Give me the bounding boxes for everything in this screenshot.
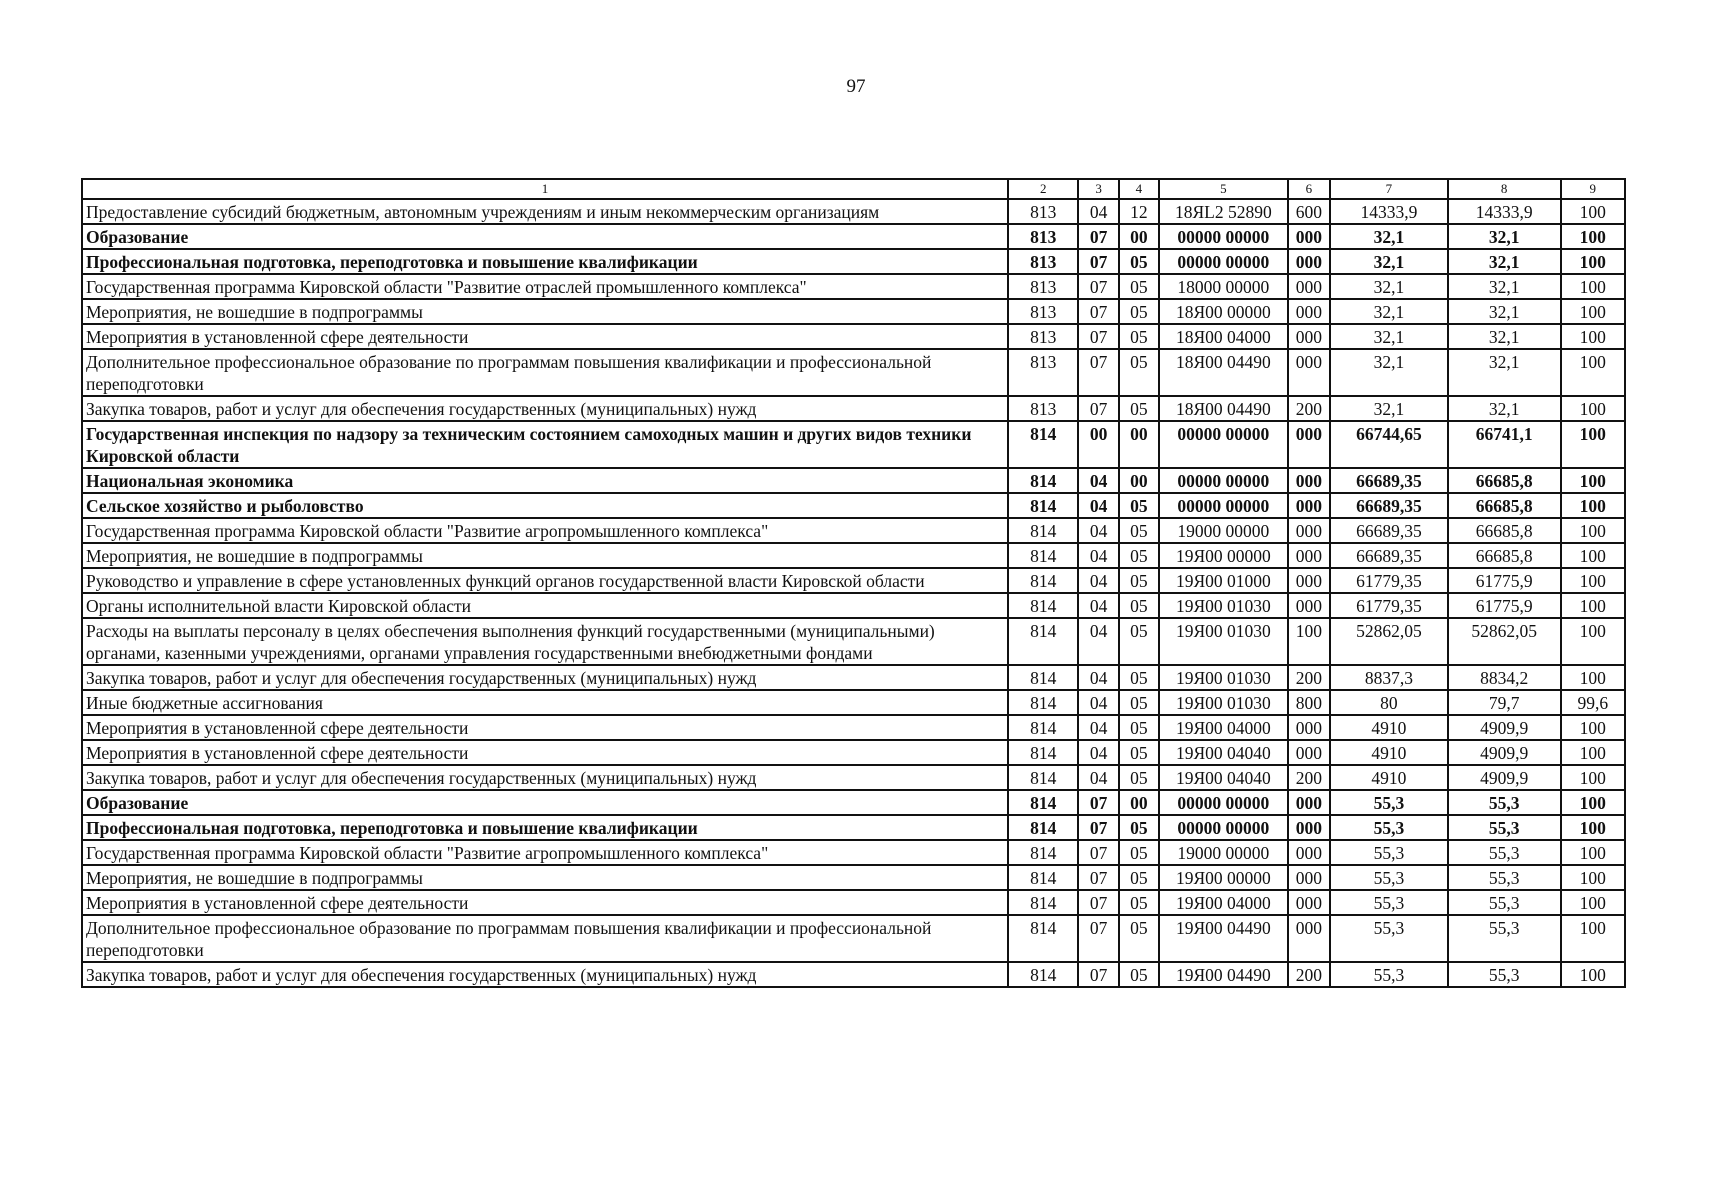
ministry-code-cell: 814: [1008, 890, 1078, 915]
expense-type-cell: 600: [1288, 199, 1330, 224]
ministry-code-cell: 814: [1008, 468, 1078, 493]
executed-amount-cell: 32,1: [1448, 249, 1561, 274]
target-article-cell: 18Я00 04000: [1159, 324, 1288, 349]
target-article-cell: 19Я00 04000: [1159, 890, 1288, 915]
target-article-cell: 00000 00000: [1159, 790, 1288, 815]
table-row: [82, 493, 1625, 518]
subsection-cell: 00: [1119, 468, 1159, 493]
name-cell: Закупка товаров, работ и услуг для обеспечения государственных (муниципальных) нужд: [82, 665, 1008, 690]
percent-cell: 100: [1561, 815, 1625, 840]
subsection-cell: 05: [1119, 274, 1159, 299]
name-cell: Мероприятия, не вошедшие в подпрограммы: [82, 865, 1008, 890]
table-row: [82, 249, 1625, 274]
percent-cell: 100: [1561, 199, 1625, 224]
table-row: [82, 421, 1625, 468]
name-cell: Дополнительное профессиональное образование по программам повышения квалификации и профессиональной переподготовки: [82, 915, 1008, 962]
table-row: [82, 890, 1625, 915]
name-cell: Мероприятия в установленной сфере деятельности: [82, 740, 1008, 765]
planned-amount-cell: 61779,35: [1330, 593, 1448, 618]
target-article-cell: 19Я00 01030: [1159, 618, 1288, 665]
planned-amount-cell: 14333,9: [1330, 199, 1448, 224]
section-cell: 04: [1078, 690, 1118, 715]
percent-cell: 100: [1561, 593, 1625, 618]
column-number-2: 2: [1008, 179, 1078, 199]
table-row: [82, 396, 1625, 421]
expense-type-cell: 000: [1288, 715, 1330, 740]
section-cell: 07: [1078, 962, 1118, 987]
target-article-cell: 19Я00 01030: [1159, 665, 1288, 690]
percent-cell: 100: [1561, 324, 1625, 349]
percent-cell: 100: [1561, 665, 1625, 690]
planned-amount-cell: 55,3: [1330, 840, 1448, 865]
target-article-cell: 19Я00 04490: [1159, 915, 1288, 962]
percent-cell: 100: [1561, 349, 1625, 396]
planned-amount-cell: 32,1: [1330, 249, 1448, 274]
planned-amount-cell: 80: [1330, 690, 1448, 715]
expense-type-cell: 000: [1288, 840, 1330, 865]
target-article-cell: 00000 00000: [1159, 815, 1288, 840]
subsection-cell: 05: [1119, 299, 1159, 324]
target-article-cell: 18000 00000: [1159, 274, 1288, 299]
table-row: [82, 199, 1625, 224]
name-cell: Мероприятия, не вошедшие в подпрограммы: [82, 299, 1008, 324]
section-cell: 04: [1078, 568, 1118, 593]
subsection-cell: 05: [1119, 915, 1159, 962]
expense-type-cell: 000: [1288, 543, 1330, 568]
expense-type-cell: 200: [1288, 396, 1330, 421]
ministry-code-cell: 814: [1008, 915, 1078, 962]
expense-type-cell: 100: [1288, 618, 1330, 665]
target-article-cell: 19000 00000: [1159, 840, 1288, 865]
column-number-8: 8: [1448, 179, 1561, 199]
section-cell: 04: [1078, 493, 1118, 518]
name-cell: Национальная экономика: [82, 468, 1008, 493]
executed-amount-cell: 32,1: [1448, 324, 1561, 349]
subsection-cell: 05: [1119, 396, 1159, 421]
section-cell: 07: [1078, 840, 1118, 865]
percent-cell: 100: [1561, 618, 1625, 665]
section-cell: 07: [1078, 224, 1118, 249]
target-article-cell: 19Я00 01030: [1159, 593, 1288, 618]
executed-amount-cell: 4909,9: [1448, 765, 1561, 790]
executed-amount-cell: 55,3: [1448, 840, 1561, 865]
planned-amount-cell: 66689,35: [1330, 518, 1448, 543]
percent-cell: 100: [1561, 865, 1625, 890]
ministry-code-cell: 813: [1008, 324, 1078, 349]
subsection-cell: 12: [1119, 199, 1159, 224]
column-number-1: 1: [82, 179, 1008, 199]
planned-amount-cell: 55,3: [1330, 815, 1448, 840]
planned-amount-cell: 55,3: [1330, 890, 1448, 915]
executed-amount-cell: 55,3: [1448, 790, 1561, 815]
ministry-code-cell: 813: [1008, 224, 1078, 249]
expense-type-cell: 000: [1288, 593, 1330, 618]
ministry-code-cell: 813: [1008, 349, 1078, 396]
executed-amount-cell: 32,1: [1448, 349, 1561, 396]
planned-amount-cell: 66689,35: [1330, 543, 1448, 568]
section-cell: 04: [1078, 593, 1118, 618]
ministry-code-cell: 814: [1008, 543, 1078, 568]
expense-type-cell: 000: [1288, 421, 1330, 468]
percent-cell: 100: [1561, 518, 1625, 543]
target-article-cell: 19Я00 04000: [1159, 715, 1288, 740]
table-row: [82, 865, 1625, 890]
executed-amount-cell: 32,1: [1448, 396, 1561, 421]
planned-amount-cell: 4910: [1330, 740, 1448, 765]
planned-amount-cell: 61779,35: [1330, 568, 1448, 593]
section-cell: 07: [1078, 890, 1118, 915]
target-article-cell: 18Я00 04490: [1159, 396, 1288, 421]
expense-type-cell: 000: [1288, 815, 1330, 840]
subsection-cell: 05: [1119, 962, 1159, 987]
executed-amount-cell: 4909,9: [1448, 740, 1561, 765]
subsection-cell: 05: [1119, 543, 1159, 568]
section-cell: 00: [1078, 421, 1118, 468]
table-row: [82, 840, 1625, 865]
planned-amount-cell: 4910: [1330, 765, 1448, 790]
executed-amount-cell: 14333,9: [1448, 199, 1561, 224]
section-cell: 07: [1078, 299, 1118, 324]
section-cell: 04: [1078, 618, 1118, 665]
ministry-code-cell: 814: [1008, 665, 1078, 690]
subsection-cell: 00: [1119, 790, 1159, 815]
planned-amount-cell: 32,1: [1330, 274, 1448, 299]
target-article-cell: 19Я00 01000: [1159, 568, 1288, 593]
percent-cell: 100: [1561, 299, 1625, 324]
subsection-cell: 00: [1119, 224, 1159, 249]
planned-amount-cell: 55,3: [1330, 915, 1448, 962]
percent-cell: 100: [1561, 568, 1625, 593]
percent-cell: 100: [1561, 790, 1625, 815]
table-row: [82, 665, 1625, 690]
percent-cell: 100: [1561, 543, 1625, 568]
ministry-code-cell: 813: [1008, 199, 1078, 224]
executed-amount-cell: 66741,1: [1448, 421, 1561, 468]
subsection-cell: 05: [1119, 518, 1159, 543]
ministry-code-cell: 814: [1008, 493, 1078, 518]
planned-amount-cell: 32,1: [1330, 396, 1448, 421]
name-cell: Мероприятия в установленной сфере деятельности: [82, 890, 1008, 915]
section-cell: 07: [1078, 274, 1118, 299]
expense-type-cell: 000: [1288, 915, 1330, 962]
executed-amount-cell: 66685,8: [1448, 468, 1561, 493]
target-article-cell: 00000 00000: [1159, 249, 1288, 274]
subsection-cell: 05: [1119, 865, 1159, 890]
table-header-row: [82, 179, 1625, 199]
table-row: [82, 299, 1625, 324]
section-cell: 04: [1078, 518, 1118, 543]
name-cell: Государственная программа Кировской области "Развитие агропромышленного комплекса": [82, 518, 1008, 543]
section-cell: 07: [1078, 865, 1118, 890]
ministry-code-cell: 813: [1008, 299, 1078, 324]
section-cell: 07: [1078, 349, 1118, 396]
table-row: [82, 568, 1625, 593]
name-cell: Образование: [82, 790, 1008, 815]
ministry-code-cell: 814: [1008, 618, 1078, 665]
target-article-cell: 00000 00000: [1159, 421, 1288, 468]
ministry-code-cell: 814: [1008, 840, 1078, 865]
subsection-cell: 05: [1119, 493, 1159, 518]
expense-type-cell: 000: [1288, 518, 1330, 543]
executed-amount-cell: 55,3: [1448, 865, 1561, 890]
target-article-cell: 19Я00 04040: [1159, 765, 1288, 790]
ministry-code-cell: 813: [1008, 249, 1078, 274]
column-number-7: 7: [1330, 179, 1448, 199]
name-cell: Мероприятия в установленной сфере деятельности: [82, 324, 1008, 349]
percent-cell: 100: [1561, 468, 1625, 493]
subsection-cell: 05: [1119, 890, 1159, 915]
table-row: [82, 324, 1625, 349]
expense-type-cell: 000: [1288, 865, 1330, 890]
planned-amount-cell: 4910: [1330, 715, 1448, 740]
target-article-cell: 19Я00 00000: [1159, 865, 1288, 890]
column-number-4: 4: [1119, 179, 1159, 199]
section-cell: 04: [1078, 765, 1118, 790]
expense-type-cell: 000: [1288, 493, 1330, 518]
ministry-code-cell: 813: [1008, 274, 1078, 299]
percent-cell: 100: [1561, 493, 1625, 518]
target-article-cell: 19Я00 00000: [1159, 543, 1288, 568]
expense-type-cell: 800: [1288, 690, 1330, 715]
planned-amount-cell: 66744,65: [1330, 421, 1448, 468]
ministry-code-cell: 814: [1008, 740, 1078, 765]
executed-amount-cell: 79,7: [1448, 690, 1561, 715]
executed-amount-cell: 52862,05: [1448, 618, 1561, 665]
section-cell: 07: [1078, 815, 1118, 840]
ministry-code-cell: 814: [1008, 715, 1078, 740]
percent-cell: 100: [1561, 765, 1625, 790]
percent-cell: 100: [1561, 915, 1625, 962]
name-cell: Органы исполнительной власти Кировской области: [82, 593, 1008, 618]
table-row: [82, 690, 1625, 715]
target-article-cell: 18Я00 00000: [1159, 299, 1288, 324]
percent-cell: 100: [1561, 715, 1625, 740]
planned-amount-cell: 8837,3: [1330, 665, 1448, 690]
planned-amount-cell: 55,3: [1330, 790, 1448, 815]
percent-cell: 100: [1561, 740, 1625, 765]
planned-amount-cell: 55,3: [1330, 962, 1448, 987]
name-cell: Закупка товаров, работ и услуг для обеспечения государственных (муниципальных) нужд: [82, 396, 1008, 421]
subsection-cell: 05: [1119, 568, 1159, 593]
subsection-cell: 05: [1119, 324, 1159, 349]
section-cell: 07: [1078, 396, 1118, 421]
expense-type-cell: 000: [1288, 324, 1330, 349]
percent-cell: 100: [1561, 890, 1625, 915]
percent-cell: 99,6: [1561, 690, 1625, 715]
section-cell: 04: [1078, 740, 1118, 765]
page-number: 97: [846, 76, 866, 97]
expense-type-cell: 000: [1288, 790, 1330, 815]
table-row: [82, 543, 1625, 568]
budget-table: [81, 178, 1626, 988]
expense-type-cell: 000: [1288, 890, 1330, 915]
table-row: [82, 618, 1625, 665]
planned-amount-cell: 66689,35: [1330, 468, 1448, 493]
expense-type-cell: 200: [1288, 962, 1330, 987]
ministry-code-cell: 813: [1008, 396, 1078, 421]
executed-amount-cell: 66685,8: [1448, 518, 1561, 543]
ministry-code-cell: 814: [1008, 568, 1078, 593]
executed-amount-cell: 4909,9: [1448, 715, 1561, 740]
name-cell: Государственная инспекция по надзору за техническим состоянием самоходных машин и других видов техники Кировской области: [82, 421, 1008, 468]
name-cell: Профессиональная подготовка, переподготовка и повышение квалификации: [82, 815, 1008, 840]
section-cell: 07: [1078, 915, 1118, 962]
ministry-code-cell: 814: [1008, 518, 1078, 543]
planned-amount-cell: 32,1: [1330, 324, 1448, 349]
table-row: [82, 765, 1625, 790]
percent-cell: 100: [1561, 962, 1625, 987]
name-cell: Предоставление субсидий бюджетным, автономным учреждениям и иным некоммерческим организациям: [82, 199, 1008, 224]
subsection-cell: 00: [1119, 421, 1159, 468]
expense-type-cell: 000: [1288, 468, 1330, 493]
expense-type-cell: 000: [1288, 274, 1330, 299]
section-cell: 04: [1078, 468, 1118, 493]
target-article-cell: 19Я00 01030: [1159, 690, 1288, 715]
subsection-cell: 05: [1119, 740, 1159, 765]
executed-amount-cell: 66685,8: [1448, 493, 1561, 518]
expense-type-cell: 000: [1288, 568, 1330, 593]
target-article-cell: 19Я00 04040: [1159, 740, 1288, 765]
planned-amount-cell: 52862,05: [1330, 618, 1448, 665]
subsection-cell: 05: [1119, 665, 1159, 690]
target-article-cell: 19Я00 04490: [1159, 962, 1288, 987]
table-row: [82, 740, 1625, 765]
section-cell: 04: [1078, 543, 1118, 568]
executed-amount-cell: 32,1: [1448, 224, 1561, 249]
ministry-code-cell: 814: [1008, 421, 1078, 468]
table-row: [82, 518, 1625, 543]
executed-amount-cell: 66685,8: [1448, 543, 1561, 568]
target-article-cell: 00000 00000: [1159, 468, 1288, 493]
name-cell: Расходы на выплаты персоналу в целях обеспечения выполнения функций государственными (муниципальными) органами, казенными учреждениями, органами управления государственными внебюджетными фондами: [82, 618, 1008, 665]
planned-amount-cell: 32,1: [1330, 349, 1448, 396]
target-article-cell: 19000 00000: [1159, 518, 1288, 543]
expense-type-cell: 000: [1288, 249, 1330, 274]
subsection-cell: 05: [1119, 715, 1159, 740]
section-cell: 04: [1078, 199, 1118, 224]
expense-type-cell: 000: [1288, 740, 1330, 765]
ministry-code-cell: 814: [1008, 690, 1078, 715]
ministry-code-cell: 814: [1008, 790, 1078, 815]
expense-type-cell: 000: [1288, 299, 1330, 324]
name-cell: Сельское хозяйство и рыболовство: [82, 493, 1008, 518]
percent-cell: 100: [1561, 421, 1625, 468]
percent-cell: 100: [1561, 840, 1625, 865]
column-number-6: 6: [1288, 179, 1330, 199]
target-article-cell: 00000 00000: [1159, 493, 1288, 518]
table-row: [82, 468, 1625, 493]
ministry-code-cell: 814: [1008, 765, 1078, 790]
ministry-code-cell: 814: [1008, 593, 1078, 618]
executed-amount-cell: 61775,9: [1448, 568, 1561, 593]
table-row: [82, 224, 1625, 249]
expense-type-cell: 000: [1288, 349, 1330, 396]
ministry-code-cell: 814: [1008, 865, 1078, 890]
table-row: [82, 962, 1625, 987]
expense-type-cell: 000: [1288, 224, 1330, 249]
subsection-cell: 05: [1119, 593, 1159, 618]
planned-amount-cell: 55,3: [1330, 865, 1448, 890]
executed-amount-cell: 55,3: [1448, 962, 1561, 987]
name-cell: Профессиональная подготовка, переподготовка и повышение квалификации: [82, 249, 1008, 274]
planned-amount-cell: 32,1: [1330, 224, 1448, 249]
executed-amount-cell: 32,1: [1448, 274, 1561, 299]
percent-cell: 100: [1561, 249, 1625, 274]
subsection-cell: 05: [1119, 765, 1159, 790]
planned-amount-cell: 32,1: [1330, 299, 1448, 324]
table-row: [82, 715, 1625, 740]
ministry-code-cell: 814: [1008, 815, 1078, 840]
name-cell: Государственная программа Кировской области "Развитие отраслей промышленного комплекса": [82, 274, 1008, 299]
percent-cell: 100: [1561, 274, 1625, 299]
expense-type-cell: 200: [1288, 665, 1330, 690]
executed-amount-cell: 55,3: [1448, 890, 1561, 915]
section-cell: 07: [1078, 790, 1118, 815]
executed-amount-cell: 55,3: [1448, 915, 1561, 962]
section-cell: 07: [1078, 324, 1118, 349]
table-row: [82, 593, 1625, 618]
column-number-5: 5: [1159, 179, 1288, 199]
executed-amount-cell: 61775,9: [1448, 593, 1561, 618]
name-cell: Мероприятия в установленной сфере деятельности: [82, 715, 1008, 740]
executed-amount-cell: 8834,2: [1448, 665, 1561, 690]
executed-amount-cell: 55,3: [1448, 815, 1561, 840]
percent-cell: 100: [1561, 224, 1625, 249]
target-article-cell: 00000 00000: [1159, 224, 1288, 249]
name-cell: Дополнительное профессиональное образование по программам повышения квалификации и профессиональной переподготовки: [82, 349, 1008, 396]
section-cell: 07: [1078, 249, 1118, 274]
name-cell: Образование: [82, 224, 1008, 249]
subsection-cell: 05: [1119, 690, 1159, 715]
subsection-cell: 05: [1119, 840, 1159, 865]
section-cell: 04: [1078, 665, 1118, 690]
name-cell: Государственная программа Кировской области "Развитие агропромышленного комплекса": [82, 840, 1008, 865]
table-row: [82, 790, 1625, 815]
planned-amount-cell: 66689,35: [1330, 493, 1448, 518]
name-cell: Руководство и управление в сфере установленных функций органов государственной власти Кировской области: [82, 568, 1008, 593]
subsection-cell: 05: [1119, 349, 1159, 396]
name-cell: Мероприятия, не вошедшие в подпрограммы: [82, 543, 1008, 568]
expense-type-cell: 200: [1288, 765, 1330, 790]
table-row: [82, 915, 1625, 962]
name-cell: Закупка товаров, работ и услуг для обеспечения государственных (муниципальных) нужд: [82, 765, 1008, 790]
section-cell: 04: [1078, 715, 1118, 740]
target-article-cell: 18ЯL2 52890: [1159, 199, 1288, 224]
table-row: [82, 274, 1625, 299]
subsection-cell: 05: [1119, 815, 1159, 840]
subsection-cell: 05: [1119, 618, 1159, 665]
name-cell: Иные бюджетные ассигнования: [82, 690, 1008, 715]
table-row: [82, 349, 1625, 396]
column-number-9: 9: [1561, 179, 1625, 199]
name-cell: Закупка товаров, работ и услуг для обеспечения государственных (муниципальных) нужд: [82, 962, 1008, 987]
ministry-code-cell: 814: [1008, 962, 1078, 987]
percent-cell: 100: [1561, 396, 1625, 421]
table-row: [82, 815, 1625, 840]
target-article-cell: 18Я00 04490: [1159, 349, 1288, 396]
subsection-cell: 05: [1119, 249, 1159, 274]
column-number-3: 3: [1078, 179, 1118, 199]
executed-amount-cell: 32,1: [1448, 299, 1561, 324]
